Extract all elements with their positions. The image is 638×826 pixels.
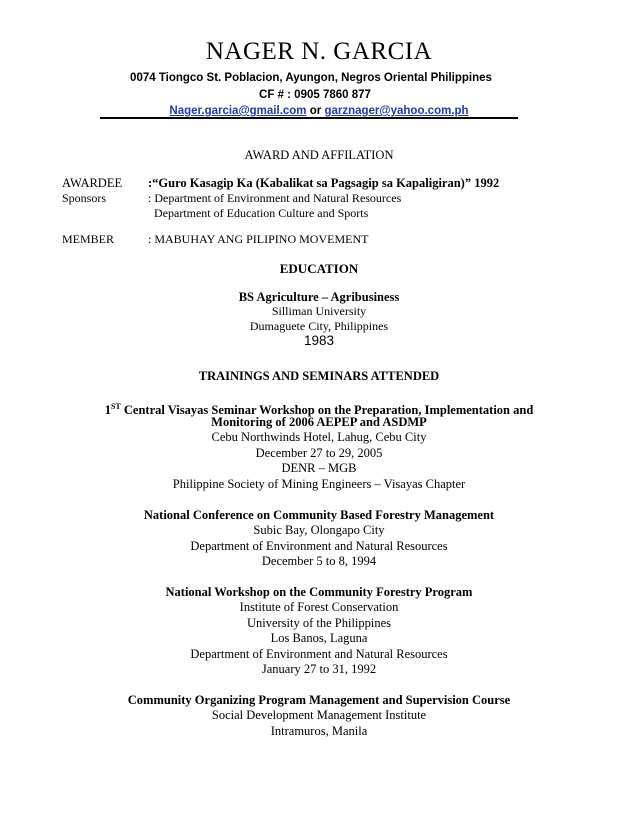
training-2-title: National Conference on Community Based Forestry Management xyxy=(143,508,495,522)
email-link-gmail[interactable]: Nager.garcia@gmail.com xyxy=(169,105,307,117)
awardee-label: AWARDEE xyxy=(62,176,123,190)
degree: BS Agriculture – Agribusiness xyxy=(238,290,400,304)
sponsor-1: : Department of Environment and Natural Resources xyxy=(148,191,402,205)
sponsors-label: Sponsors xyxy=(62,191,107,205)
trainings-heading: TRAININGS AND SEMINARS ATTENDED xyxy=(198,369,440,383)
training-4-title: Community Organizing Program Management and Supervision Course xyxy=(127,693,511,707)
email-line xyxy=(0,105,638,117)
sponsor-2: Department of Education Culture and Sports xyxy=(154,206,369,220)
awardee-value: :“Guro Kasagip Ka (Kabalikat sa Pagsagip sa Kapaligiran)” 1992 xyxy=(148,176,500,190)
member-row xyxy=(62,231,368,247)
school: Silliman University xyxy=(271,304,367,318)
training-2-org: Department of Environment and Natural Resources xyxy=(190,539,448,553)
training-1-org-1: DENR – MGB xyxy=(281,461,357,475)
member-value: : MABUHAY ANG PILIPINO MOVEMENT xyxy=(148,232,369,246)
training-1-date: December 27 to 29, 2005 xyxy=(255,446,383,460)
training-1-ordinal: 1 xyxy=(104,403,111,417)
training-3-venue-1: Institute of Forest Conservation xyxy=(239,600,399,614)
address-line: 0074 Tiongco St. Poblacion, Ayungon, Negros Oriental Philippines xyxy=(130,72,492,84)
training-2-date: December 5 to 8, 1994 xyxy=(261,554,377,568)
training-3-venue-2: University of the Philippines xyxy=(246,616,392,630)
training-3-venue-3: Los Banos, Laguna xyxy=(270,631,368,645)
training-1-venue: Cebu Northwinds Hotel, Lahug, Cebu City xyxy=(211,430,427,444)
awardee-row xyxy=(62,175,499,191)
award-heading: AWARD AND AFFILATION xyxy=(244,148,394,162)
training-2-venue: Subic Bay, Olongapo City xyxy=(253,523,385,537)
education-heading: EDUCATION xyxy=(279,261,359,276)
training-3-title: National Workshop on the Community Forestry Program xyxy=(165,585,473,599)
training-1-org-2: Philippine Society of Mining Engineers – Visayas Chapter xyxy=(172,477,466,491)
applicant-name: NAGER N. GARCIA xyxy=(205,38,433,65)
training-1-title-rest: Central Visayas Seminar Workshop on the Preparation, Implementation and xyxy=(120,403,534,417)
header-divider xyxy=(100,117,518,119)
school-location: Dumaguete City, Philippines xyxy=(249,319,389,333)
member-label: MEMBER xyxy=(62,232,115,246)
sponsors-row xyxy=(62,190,401,206)
training-1-title-line2: Monitoring of 2006 AEPEP and ASDMP xyxy=(211,415,427,429)
training-4-venue-2: Intramuros, Manila xyxy=(270,724,368,738)
sponsor-2-row xyxy=(62,205,368,221)
email-link-yahoo[interactable]: garznager@yahoo.com.ph xyxy=(324,105,469,117)
training-3-org: Department of Environment and Natural Resources xyxy=(190,647,448,661)
phone-line: CF # : 0905 7860 877 xyxy=(259,89,371,101)
training-3-date: January 27 to 31, 1992 xyxy=(261,662,377,676)
graduation-year: 1983 xyxy=(303,333,335,348)
training-4-venue-1: Social Development Management Institute xyxy=(211,708,427,722)
training-1-ordinal-suffix: ST xyxy=(110,402,121,411)
email-joiner: or xyxy=(306,105,325,117)
